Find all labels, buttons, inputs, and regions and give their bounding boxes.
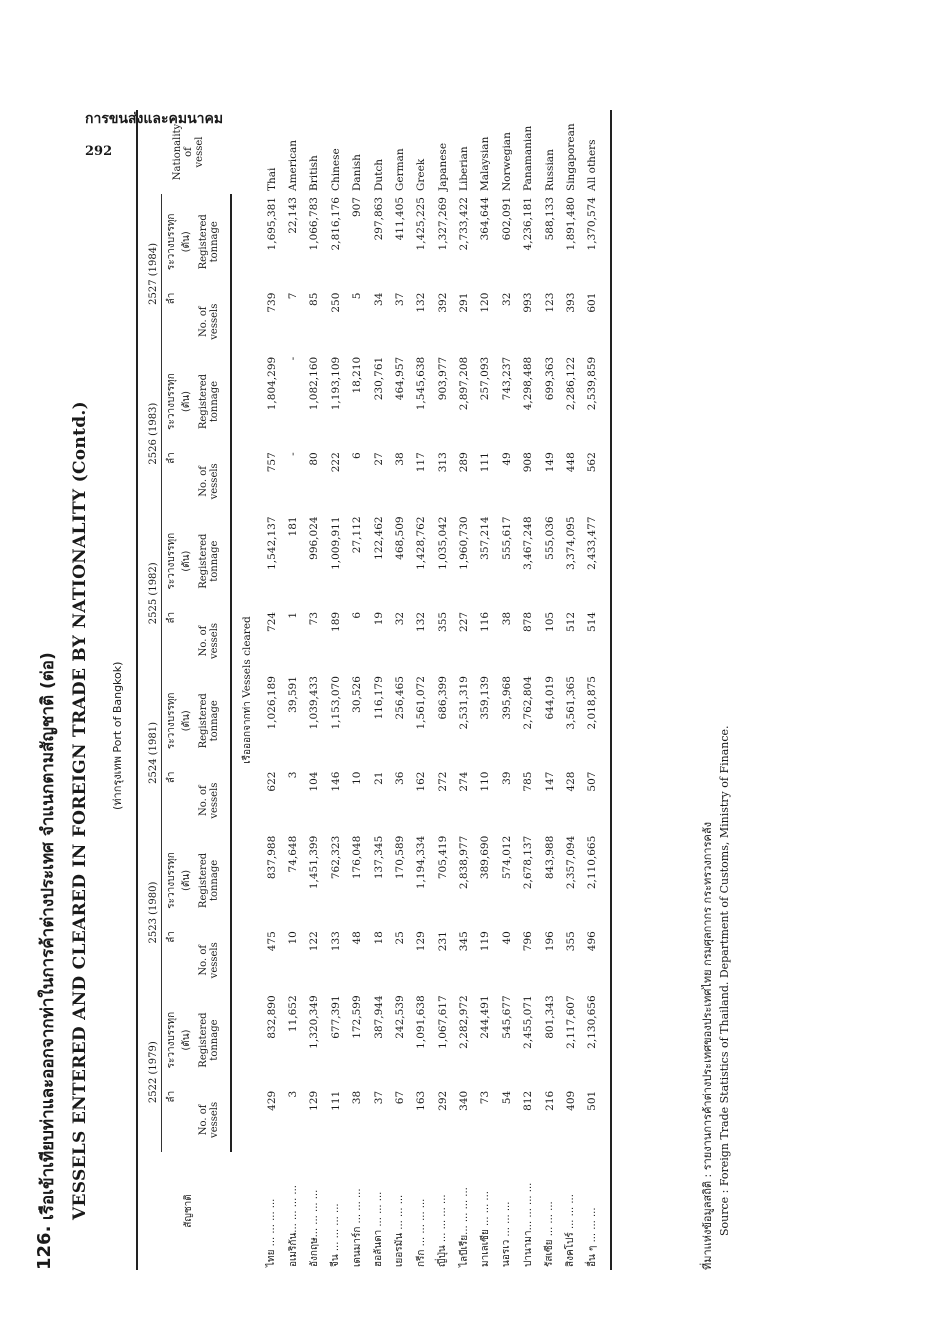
vessels-cell: 196: [543, 931, 556, 952]
tonnage-cell: 903,977: [436, 356, 449, 401]
tonnage-cell: 837,988: [265, 835, 278, 880]
nationality-cell: All others: [582, 110, 611, 194]
tonnage-cell: 2,762,804: [522, 676, 535, 730]
tonnage-cell: 1,695,381: [265, 197, 278, 251]
tonnage-cell: 464,957: [393, 356, 406, 401]
tonnage-cell: 686,399: [436, 676, 449, 720]
vessels-cell: 993: [522, 292, 535, 313]
tonnage-header-en: Registered tonnage: [196, 354, 231, 449]
tonnage-cell: 116,179: [372, 676, 385, 720]
vessels-cell: 250: [329, 292, 342, 313]
tonnage-cell: 4,298,488: [522, 356, 535, 411]
title-thai: เรือเข้าเทียบท่าและออกจากท่าในการค้าต่างประเทศ จำแนกตามสัญชาติ (ต่อ): [38, 652, 58, 1220]
tonnage-cell: 762,323: [329, 835, 342, 880]
vessels-cell: 216: [543, 1090, 556, 1111]
nationality-cell: Dutch: [372, 158, 385, 191]
tonnage-cell: 1,194,334: [415, 835, 428, 890]
vessels-table: [136, 110, 612, 1270]
vessels-cell: 111: [479, 452, 492, 473]
vessels-cell: 32: [393, 611, 406, 626]
vessels-cell: 146: [329, 771, 342, 792]
tonnage-cell: 907: [351, 197, 364, 218]
vessels-cell: 345: [458, 931, 471, 952]
tonnage-cell: 181: [287, 516, 300, 537]
vessels-cell: 7: [287, 292, 300, 300]
vessels-cell: 355: [564, 931, 577, 952]
tonnage-cell: 1,545,638: [415, 356, 428, 411]
rotated-table-page: [30, 70, 860, 1270]
tonnage-cell: 39,591: [287, 676, 300, 713]
tonnage-header-en: Registered tonnage: [196, 833, 231, 928]
vessels-cell: 34: [372, 292, 385, 306]
tonnage-cell: 468,509: [393, 516, 406, 560]
vessels-cell: 724: [265, 611, 278, 632]
tonnage-header-th: ระวางบรรทุก (ตัน): [166, 373, 192, 430]
vessels-cell: 37: [393, 292, 406, 306]
tonnage-cell: 389,690: [479, 835, 492, 880]
tonnage-cell: 1,039,433: [308, 676, 321, 730]
vessels-cell: 25: [393, 931, 406, 945]
nationality-cell: Chinese: [329, 148, 342, 191]
vessels-header-en: No. of vessels: [196, 1088, 231, 1152]
vessels-cell: 428: [564, 771, 577, 792]
tonnage-cell: 3,467,248: [522, 516, 535, 570]
nationality-header: Nationality of vessel: [137, 110, 231, 194]
vessels-cell: 123: [543, 292, 556, 313]
nationality-cell: American: [287, 139, 300, 191]
vessels-header-th: ลำ: [166, 611, 177, 624]
vessels-header-th: ลำ: [166, 452, 177, 464]
vessels-cell: 40: [500, 931, 513, 945]
vessels-cell: 785: [522, 771, 535, 792]
tonnage-cell: 1,009,911: [329, 516, 342, 570]
tonnage-cell: 2,110,665: [582, 833, 611, 928]
footnote-english: Source : Foreign Trade Statistics of Thailand. Department of Customs, Ministry of Finance.: [718, 725, 731, 1236]
tonnage-header-en: Registered tonnage: [196, 673, 231, 768]
vessels-cell: 601: [582, 290, 611, 354]
tonnage-cell: 832,890: [265, 995, 278, 1039]
table-row: [261, 110, 282, 1270]
vessels-cell: 222: [329, 452, 342, 473]
vessels-cell: 133: [329, 931, 342, 952]
table-row: [304, 110, 325, 1270]
tonnage-cell: 555,617: [500, 516, 513, 560]
tonnage-header-th: ระวางบรรทุก (ตัน): [166, 213, 192, 271]
vessels-cell: 49: [500, 452, 513, 466]
tonnage-cell: 705,419: [436, 835, 449, 880]
vessels-cell: 289: [458, 452, 471, 473]
vessels-cell: 292: [436, 1090, 449, 1111]
vessels-header-en: No. of vessels: [196, 609, 231, 673]
tonnage-cell: 1,082,160: [308, 356, 321, 411]
table-row: [411, 110, 432, 1270]
tonnage-cell: 1,891,480: [564, 197, 577, 251]
tonnage-cell: 574,012: [500, 835, 513, 880]
tonnage-cell: 555,036: [543, 516, 556, 560]
vessels-cell: 32: [500, 292, 513, 306]
vessels-cell: 393: [564, 292, 577, 313]
tonnage-cell: 74,648: [287, 835, 300, 873]
vessels-cell: 392: [436, 292, 449, 313]
table-row: [432, 110, 453, 1270]
nationality-cell: Malaysian: [479, 136, 492, 191]
vessels-cell: 21: [372, 771, 385, 785]
vessels-cell: 6: [351, 611, 364, 619]
vessels-cell: 5: [351, 292, 364, 300]
country-th-cell: ไลบีเรีย... ... ... ...: [458, 1187, 470, 1267]
table-row: [560, 110, 581, 1270]
vessels-header-en: No. of vessels: [196, 290, 231, 354]
country-th-cell: สิงคโปร์ ... ... ...: [565, 1194, 577, 1267]
vessels-cell: 231: [436, 931, 449, 952]
tonnage-cell: 357,214: [479, 516, 492, 560]
nationality-cell: Norwegian: [500, 132, 513, 191]
tonnage-cell: 1,425,225: [415, 197, 428, 251]
tonnage-cell: 122,462: [372, 516, 385, 560]
tonnage-cell: 2,282,972: [458, 995, 471, 1049]
vessels-cell: 1: [287, 611, 300, 619]
vessels-cell: 149: [543, 452, 556, 473]
nationality-cell: Russian: [543, 149, 556, 191]
table-row: [347, 110, 368, 1270]
footnote-thai: ที่มาแห่งข้อมูลสถิติ : รายงานการค้าต่างประเทศของประเทศไทย กรมศุลกากร กระทรวงการคลัง: [701, 822, 714, 1270]
vessels-cell: 120: [479, 292, 492, 313]
tonnage-cell: 2,816,176: [329, 197, 342, 251]
tonnage-cell: 256,465: [393, 676, 406, 720]
vessels-cell: 132: [415, 611, 428, 632]
tonnage-cell: 1,451,399: [308, 835, 321, 890]
tonnage-cell: 801,343: [543, 995, 556, 1039]
tonnage-cell: 1,428,762: [415, 516, 428, 570]
table-number: 126.: [34, 1225, 55, 1270]
vessels-cell: 274: [458, 771, 471, 792]
vessels-cell: 163: [415, 1090, 428, 1111]
tonnage-cell: 30,526: [351, 676, 364, 713]
vessels-cell: 739: [265, 292, 278, 313]
tonnage-cell: 242,539: [393, 995, 406, 1039]
vessels-cell: 129: [308, 1090, 321, 1111]
table-row: [518, 110, 539, 1270]
tonnage-cell: 2,433,477: [582, 513, 611, 608]
vessels-cell: 429: [265, 1090, 278, 1111]
vessels-cell: 355: [436, 611, 449, 632]
tonnage-cell: 2,733,422: [458, 197, 471, 251]
vessels-cell: 18: [372, 931, 385, 945]
tonnage-cell: 1,370,574: [582, 194, 611, 290]
tonnage-cell: 1,067,617: [436, 995, 449, 1049]
tonnage-cell: 3,374,095: [564, 516, 577, 570]
tonnage-cell: 2,286,122: [564, 356, 577, 411]
tonnage-cell: 2,897,208: [458, 356, 471, 411]
year-header: 2524 (1981): [137, 673, 162, 833]
nationality-cell: Japanese: [436, 142, 449, 191]
vessels-cell: 496: [582, 928, 611, 992]
vessels-cell: 3: [287, 771, 300, 779]
vessels-cell: 796: [522, 931, 535, 952]
vessels-cell: -: [287, 452, 300, 456]
tonnage-cell: 172,599: [351, 995, 364, 1039]
tonnage-cell: 4,236,181: [522, 197, 535, 251]
vessels-cell: 501: [582, 1088, 611, 1152]
tonnage-cell: 176,048: [351, 835, 364, 880]
tonnage-cell: 18,210: [351, 356, 364, 394]
tonnage-cell: 244,491: [479, 995, 492, 1039]
tonnage-cell: 545,677: [500, 995, 513, 1039]
year-header: 2525 (1982): [137, 513, 162, 673]
vessels-cell: 409: [564, 1090, 577, 1111]
tonnage-cell: 395,968: [500, 676, 513, 720]
vessels-cell: 119: [479, 931, 492, 952]
vessels-header-th: ลำ: [166, 771, 177, 784]
tonnage-cell: 230,761: [372, 356, 385, 401]
table-row: [582, 110, 611, 1270]
country-th-cell: อื่น ๆ ... ... ...: [582, 1152, 611, 1270]
country-th-cell: ไทย ... ... ... ...: [266, 1198, 278, 1267]
vessels-cell: 189: [329, 611, 342, 632]
table-row: [539, 110, 560, 1270]
country-th-cell: ฮอลันดา ... ... ...: [373, 1191, 385, 1267]
tonnage-header-en: Registered tonnage: [196, 992, 231, 1087]
title-english: VESSELS ENTERED AND CLEARED IN FOREIGN TRADE BY NATIONALITY (Contd.): [70, 401, 90, 1220]
tonnage-cell: 1,193,109: [329, 356, 342, 411]
table-row: [496, 110, 517, 1270]
tonnage-cell: 411,405: [393, 197, 406, 241]
vessels-cell: 37: [372, 1090, 385, 1105]
nationality-cell: Danish: [351, 154, 364, 191]
tonnage-cell: 644,019: [543, 676, 556, 720]
vessels-header-en: No. of vessels: [196, 928, 231, 992]
vessels-cell: 38: [393, 452, 406, 466]
nationality-cell: Panamanian: [522, 125, 535, 191]
country-th-cell: นอรเว ... ... ...: [501, 1201, 513, 1267]
vessels-cell: 117: [415, 452, 428, 473]
nationality-cell: Liberian: [458, 146, 471, 191]
vessels-cell: 10: [287, 931, 300, 945]
vessels-header-en: No. of vessels: [196, 449, 231, 513]
vessels-cell: 36: [393, 771, 406, 785]
tonnage-cell: 27,112: [351, 516, 364, 554]
tonnage-header-th: ระวางบรรทุก (ตัน): [166, 1011, 192, 1069]
vessels-cell: 39: [500, 771, 513, 785]
country-th-cell: มาเลเซีย ... ... ...: [479, 1191, 491, 1267]
vessels-cell: 313: [436, 452, 449, 473]
tonnage-cell: 3,561,365: [564, 676, 577, 730]
vessels-cell: 812: [522, 1090, 535, 1111]
vessels-cell: 757: [265, 452, 278, 473]
vessels-cell: 85: [308, 292, 321, 306]
vessels-cell: 908: [522, 452, 535, 473]
vessels-cell: 110: [479, 771, 492, 792]
tonnage-cell: 2,130,656: [582, 992, 611, 1087]
tonnage-cell: 588,133: [543, 197, 556, 241]
country-th-cell: เดนมาร์ก ... ... ...: [351, 1188, 363, 1267]
tonnage-cell: 1,960,730: [458, 516, 471, 570]
tonnage-cell: 11,652: [287, 995, 300, 1033]
tonnage-cell: 602,091: [500, 197, 513, 241]
tonnage-cell: 699,363: [543, 356, 556, 401]
tonnage-cell: 1,804,299: [265, 356, 278, 411]
tonnage-cell: 2,018,875: [582, 673, 611, 768]
tonnage-cell: 364,644: [479, 197, 492, 241]
table-row: [389, 110, 410, 1270]
tonnage-cell: 996,024: [308, 516, 321, 560]
vessels-cell: 80: [308, 452, 321, 466]
vessels-header-th: ลำ: [166, 292, 177, 305]
vessels-cell: 27: [372, 452, 385, 466]
vessels-cell: 3: [287, 1090, 300, 1098]
tonnage-cell: 1,026,189: [265, 676, 278, 730]
year-header: 2523 (1980): [137, 833, 162, 993]
vessels-cell: 514: [582, 609, 611, 673]
vessels-cell: 6: [351, 452, 364, 459]
nationality-cell: Greek: [415, 158, 428, 191]
vessels-cell: 291: [458, 292, 471, 313]
vessels-cell: 104: [308, 771, 321, 792]
tonnage-cell: 743,237: [500, 356, 513, 401]
table-row: [325, 110, 346, 1270]
vessels-cell: 132: [415, 292, 428, 313]
vessels-header-th: ลำ: [166, 931, 177, 943]
year-header: 2526 (1983): [137, 354, 162, 514]
country-th-cell: เยอรมัน ... ... ...: [394, 1194, 406, 1267]
country-th-cell: ญี่ปุ่น ... ... ... ...: [437, 1194, 449, 1267]
table-row: [368, 110, 389, 1270]
tonnage-cell: 2,838,977: [458, 835, 471, 890]
nationality-cell: Singaporean: [564, 123, 577, 191]
tonnage-cell: 1,091,638: [415, 995, 428, 1049]
vessels-cell: 48: [351, 931, 364, 945]
subtitle: (ท่ากรุงเทพ Port of Bangkok): [111, 661, 124, 810]
tonnage-cell: 22,143: [287, 197, 300, 234]
nationality-cell: British: [308, 155, 321, 191]
vessels-cell: 111: [329, 1090, 342, 1111]
tonnage-cell: 257,093: [479, 356, 492, 401]
tonnage-cell: 359,139: [479, 676, 492, 720]
country-th-cell: จีน ... ... ... ...: [330, 1203, 342, 1267]
country-header: สัญชาติ: [137, 1152, 231, 1270]
tonnage-cell: 843,988: [543, 835, 556, 880]
section-label: เรือออกจากท่า Vessels cleared: [241, 616, 253, 764]
vessels-cell: 512: [564, 611, 577, 632]
vessels-cell: 38: [500, 611, 513, 626]
country-th-cell: อเมริกัน... ... ... ...: [287, 1185, 299, 1267]
year-header: 2522 (1979): [137, 992, 162, 1152]
vessels-cell: 116: [479, 611, 492, 632]
vessels-cell: 38: [351, 1090, 364, 1105]
table-row: [282, 110, 303, 1270]
vessels-header-th: ลำ: [166, 1090, 177, 1103]
page-header: การขนส่งและคมนาคม: [85, 111, 224, 127]
vessels-cell: 162: [415, 771, 428, 792]
table-row: [475, 110, 496, 1270]
tonnage-cell: 1,320,349: [308, 995, 321, 1049]
tonnage-cell: 1,035,042: [436, 516, 449, 570]
vessels-cell: 73: [308, 611, 321, 626]
page-number: 292: [85, 144, 113, 159]
tonnage-cell: 2,455,071: [522, 995, 535, 1049]
tonnage-cell: -: [287, 356, 300, 361]
tonnage-cell: 2,539,859: [582, 354, 611, 449]
tonnage-header-en: Registered tonnage: [196, 513, 231, 608]
tonnage-cell: 1,153,070: [329, 676, 342, 730]
nationality-cell: German: [393, 148, 406, 191]
country-th-cell: ปานามา... ... ... ...: [522, 1182, 534, 1267]
tonnage-header-th: ระวางบรรทุก (ตัน): [166, 852, 192, 909]
tonnage-cell: 2,531,319: [458, 676, 471, 730]
tonnage-cell: 2,678,137: [522, 835, 535, 890]
country-th-cell: กรีก ... ... ... ...: [415, 1198, 427, 1267]
tonnage-cell: 2,357,094: [564, 835, 577, 890]
table-row: [453, 110, 474, 1270]
tonnage-cell: 1,066,783: [308, 197, 321, 251]
vessels-cell: 54: [500, 1090, 513, 1105]
vessels-cell: 507: [582, 769, 611, 833]
vessels-cell: 105: [543, 611, 556, 632]
tonnage-cell: 2,117,607: [564, 995, 577, 1049]
vessels-cell: 227: [458, 611, 471, 632]
vessels-cell: 340: [458, 1090, 471, 1111]
tonnage-cell: 1,327,269: [436, 197, 449, 251]
tonnage-header-th: ระวางบรรทุก (ตัน): [166, 692, 192, 750]
vessels-cell: 73: [479, 1090, 492, 1105]
vessels-cell: 67: [393, 1090, 406, 1105]
tonnage-cell: 297,863: [372, 197, 385, 241]
vessels-cell: 122: [308, 931, 321, 952]
tonnage-cell: 1,542,137: [265, 516, 278, 570]
tonnage-cell: 387,944: [372, 995, 385, 1039]
vessels-cell: 622: [265, 771, 278, 792]
tonnage-header-th: ระวางบรรทุก (ตัน): [166, 532, 192, 590]
country-th-cell: อังกฤษ... ... ... ...: [308, 1189, 320, 1267]
tonnage-cell: 1,561,072: [415, 676, 428, 730]
tonnage-cell: 170,589: [393, 835, 406, 880]
vessels-header-en: No. of vessels: [196, 769, 231, 833]
vessels-cell: 272: [436, 771, 449, 792]
vessels-cell: 878: [522, 611, 535, 632]
tonnage-header-en: Registered tonnage: [196, 194, 231, 290]
nationality-cell: Thai: [265, 167, 278, 191]
vessels-cell: 562: [582, 449, 611, 513]
vessels-cell: 448: [564, 452, 577, 473]
tonnage-cell: 677,391: [329, 995, 342, 1039]
vessels-cell: 129: [415, 931, 428, 952]
vessels-cell: 19: [372, 611, 385, 626]
year-header: 2527 (1984): [137, 194, 162, 354]
vessels-cell: 147: [543, 771, 556, 792]
vessels-cell: 475: [265, 931, 278, 952]
tonnage-cell: 137,345: [372, 835, 385, 880]
country-th-cell: รัสเซีย ... ... ...: [544, 1201, 556, 1267]
vessels-cell: 10: [351, 771, 364, 785]
